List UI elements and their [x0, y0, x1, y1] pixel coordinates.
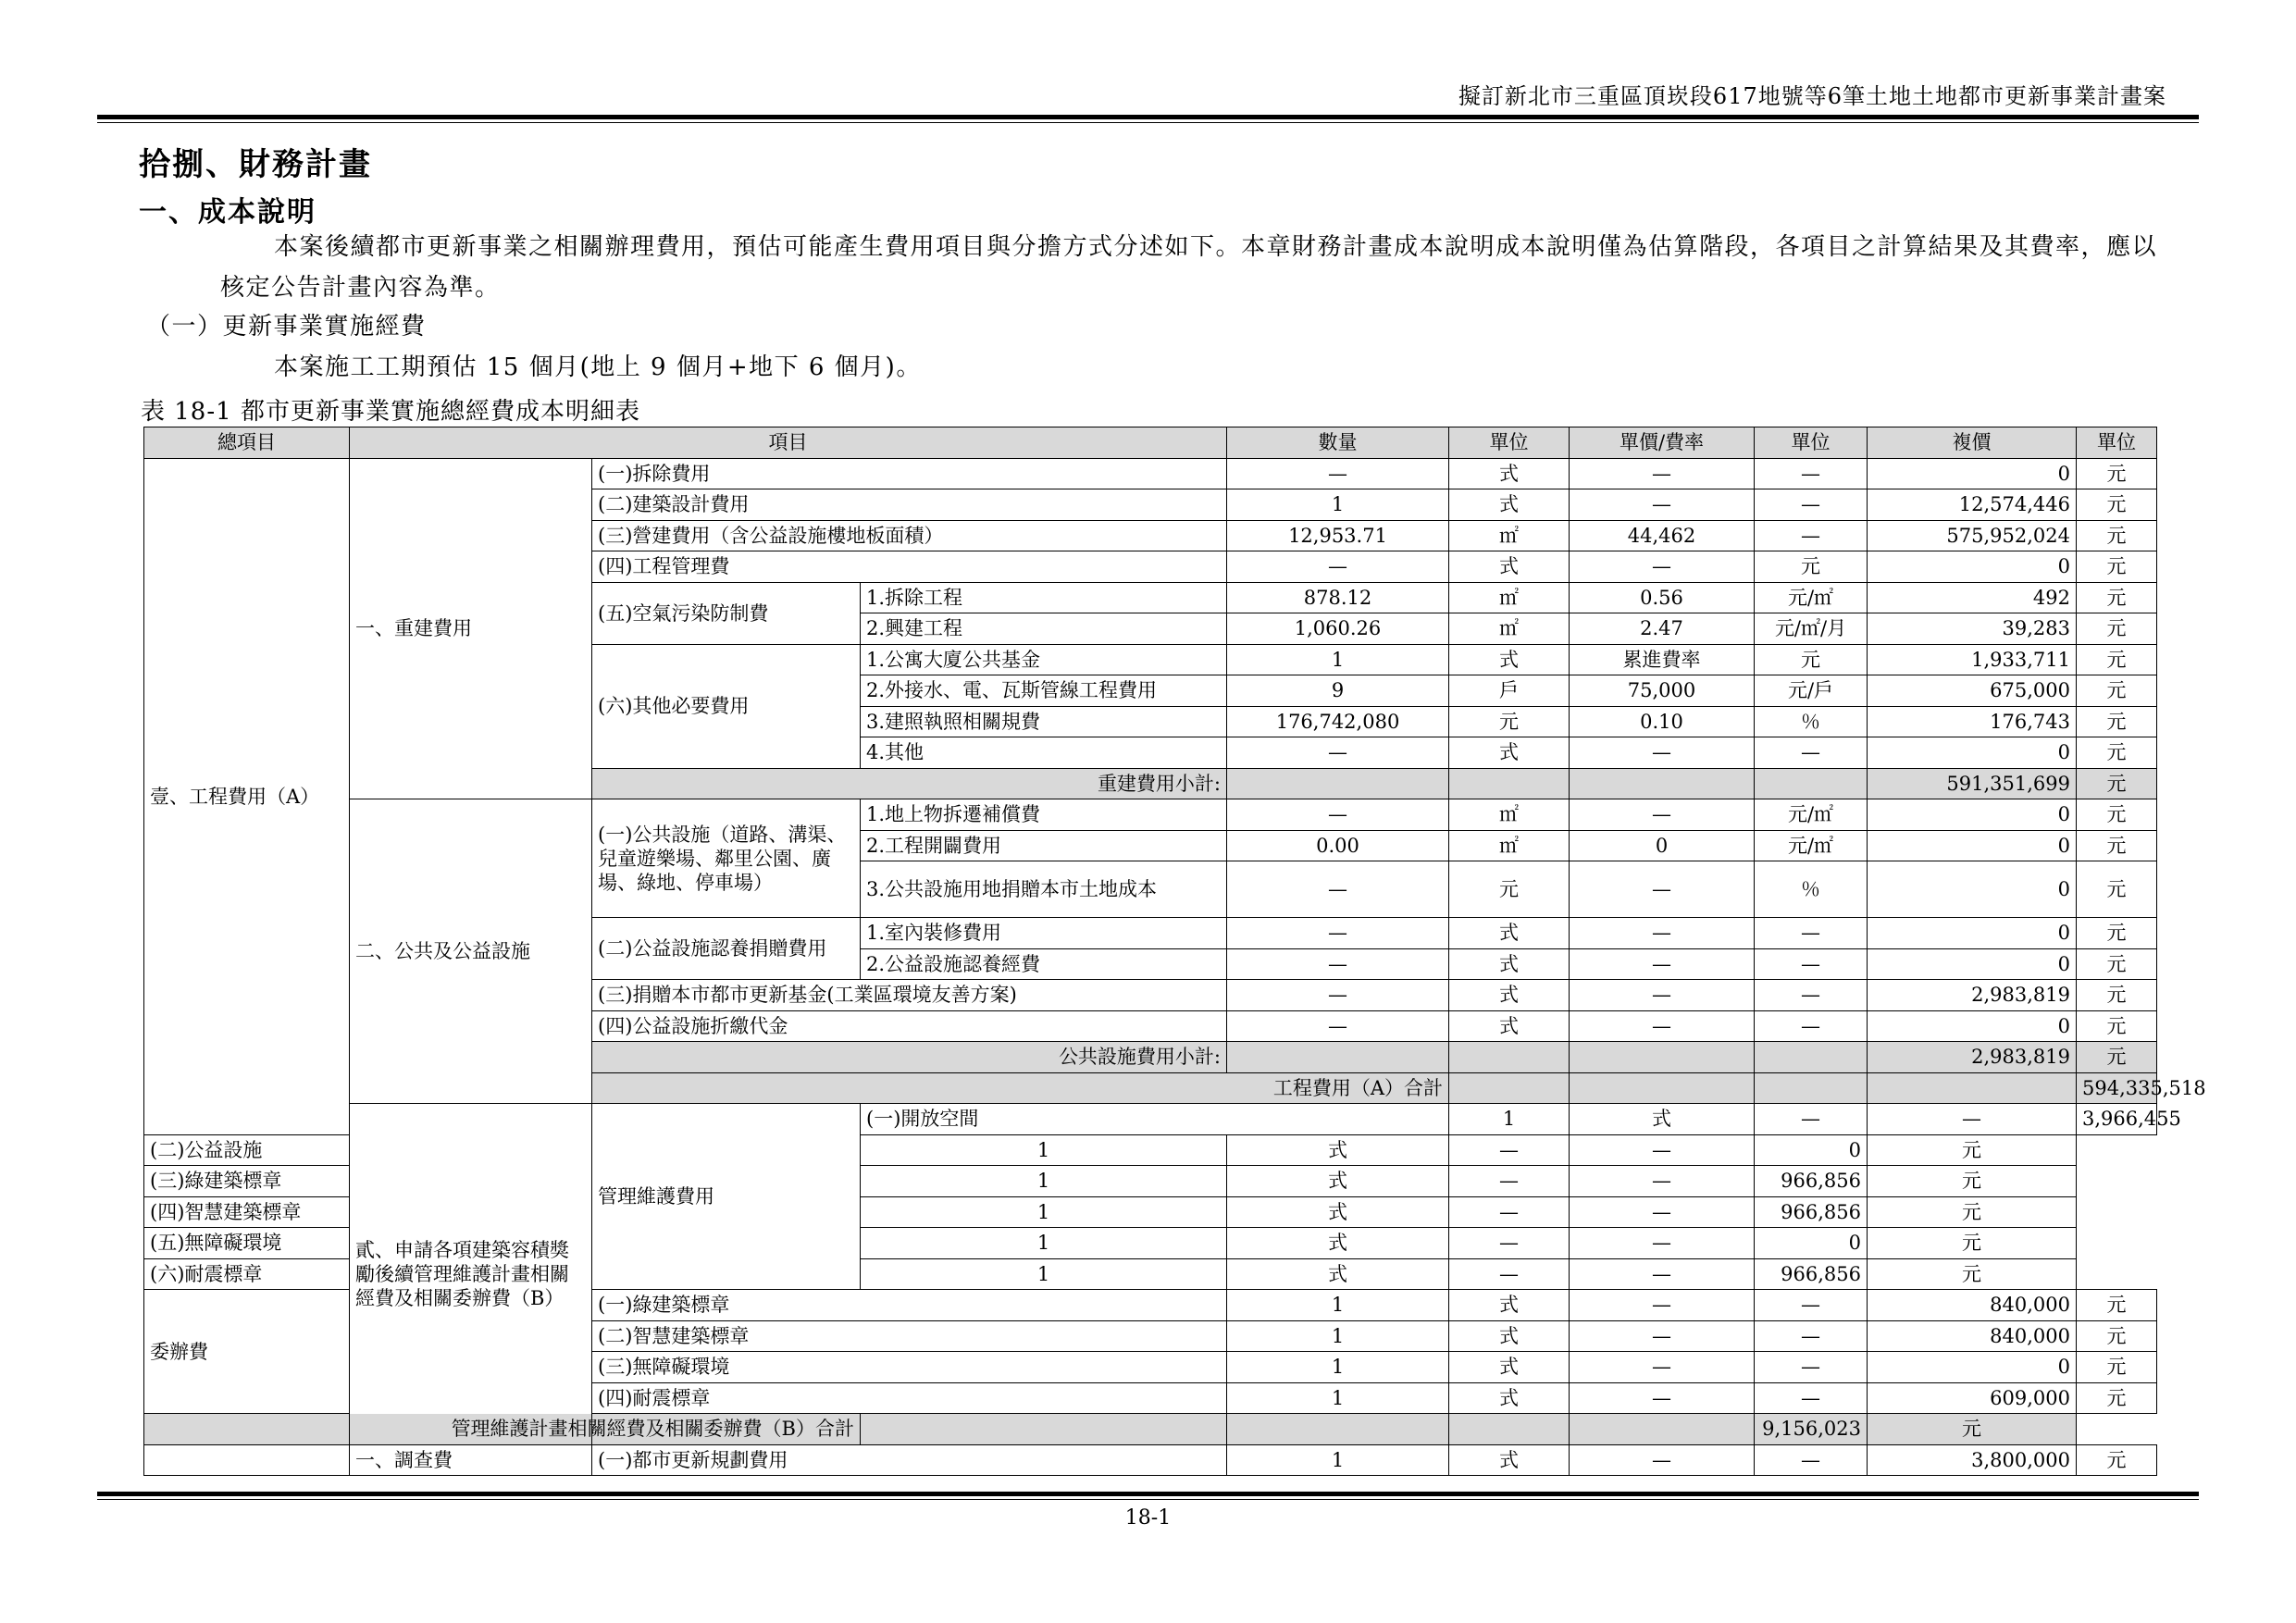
- qty-cell: 0.00: [1227, 830, 1449, 861]
- table-caption: 表 18-1 都市更新事業實施總經費成本明細表: [141, 398, 640, 426]
- price-unit-cell: ％: [1755, 706, 1868, 737]
- price-cell: —: [1755, 1104, 1868, 1135]
- table-row: [144, 1104, 2157, 1135]
- total-cell: 3,800,000: [1868, 1444, 2077, 1476]
- item-cell: (四)工程管理費: [592, 551, 1227, 583]
- qty-cell: 1: [1227, 644, 1449, 675]
- total-cell: 492: [1868, 582, 2077, 613]
- price-unit-cell: —: [1570, 1166, 1755, 1197]
- unit-cell: 式: [1449, 1382, 1570, 1414]
- price-unit-cell: —: [1570, 1196, 1755, 1228]
- total-unit-cell: 元: [2077, 861, 2157, 918]
- empty-cell: [1449, 768, 1570, 799]
- footer-rule-thin: [97, 1499, 2199, 1500]
- total-cell: 840,000: [1868, 1290, 2077, 1321]
- price-unit-cell: —: [1755, 918, 1868, 949]
- total-cell: 966,856: [1755, 1258, 1868, 1290]
- unit-cell: 式: [1449, 1352, 1570, 1383]
- unit-cell: 式: [1449, 1320, 1570, 1352]
- price-cell: —: [1570, 799, 1755, 831]
- price-unit-cell: 元: [1755, 551, 1868, 583]
- unit-cell: 式: [1449, 489, 1570, 521]
- empty-cell: [861, 1414, 1227, 1445]
- total-unit-cell: 元: [1868, 1134, 2077, 1166]
- total-unit-cell: 元: [2077, 1290, 2157, 1321]
- item-cell: 2.興建工程: [861, 613, 1227, 645]
- header-cell: 項目: [350, 427, 1227, 459]
- total-label: 管理維護計畫相關經費及相關委辦費（B）合計: [144, 1414, 861, 1445]
- total-unit-cell: 元: [2077, 799, 2157, 831]
- header-cell: 單位: [2077, 427, 2157, 459]
- total-cell: 0: [1868, 551, 2077, 583]
- total-unit-cell: 元: [1868, 1228, 2077, 1259]
- unit-cell: ㎡: [1449, 830, 1570, 861]
- total-cell: 176,743: [1868, 706, 2077, 737]
- item-cell: (一)拆除費用: [592, 458, 1227, 489]
- price-cell: —: [1570, 458, 1755, 489]
- total-cell: 575,952,024: [1868, 520, 2077, 551]
- document-header-title: 擬訂新北市三重區頂崁段617地號等6筆土地土地都市更新事業計畫案: [1458, 83, 2166, 109]
- price-unit-cell: —: [1570, 1134, 1755, 1166]
- total-cell: 0: [1755, 1228, 1868, 1259]
- qty-cell: 9: [1227, 675, 1449, 707]
- unit-cell: 式: [1227, 1228, 1449, 1259]
- category-rebuild: 一、重建費用: [350, 458, 592, 799]
- empty-cell: [1755, 1072, 1868, 1104]
- price-cell: —: [1570, 980, 1755, 1011]
- total-unit-cell: 元: [2077, 1382, 2157, 1414]
- price-cell: 0.10: [1570, 706, 1755, 737]
- item-cell: (二)智慧建築標章: [592, 1320, 1227, 1352]
- price-cell: —: [1449, 1134, 1570, 1166]
- total-unit-cell: 元: [2077, 582, 2157, 613]
- qty-cell: 1,060.26: [1227, 613, 1449, 645]
- total-unit-cell: 元: [1868, 1414, 2077, 1445]
- total-label: 工程費用（A）合計: [592, 1072, 1449, 1104]
- cost-table: [143, 427, 2206, 1476]
- price-unit-cell: 元: [1755, 644, 1868, 675]
- unit-cell: 式: [1449, 458, 1570, 489]
- table-row: [144, 458, 2157, 489]
- price-cell: —: [1570, 861, 1755, 918]
- qty-cell: 878.12: [1227, 582, 1449, 613]
- unit-cell: 元: [1449, 861, 1570, 918]
- total-cell: 609,000: [1868, 1382, 2077, 1414]
- qty-cell: 12,953.71: [1227, 520, 1449, 551]
- price-unit-cell: —: [1570, 1258, 1755, 1290]
- price-unit-cell: —: [1755, 1352, 1868, 1383]
- empty-cell: [1227, 768, 1449, 799]
- total-cell: 0: [1868, 861, 2077, 918]
- group-a-label: 壹、工程費用（A）: [144, 458, 350, 1134]
- price-cell: —: [1570, 489, 1755, 521]
- price-cell: —: [1449, 1166, 1570, 1197]
- price-cell: —: [1570, 918, 1755, 949]
- qty-cell: 1: [861, 1228, 1227, 1259]
- price-cell: —: [1570, 551, 1755, 583]
- group-b-label: 貳、申請各項建築容積獎勵後續管理維護計畫相關經費及相關委辦費（B）: [350, 1104, 592, 1445]
- item-cell: 2.工程開闢費用: [861, 830, 1227, 861]
- header-cell: 單價/費率: [1570, 427, 1755, 459]
- header-rule-thin: [97, 122, 2199, 123]
- total-unit-cell: 元: [2077, 1320, 2157, 1352]
- total-unit-cell: 元: [2077, 1444, 2157, 1476]
- subtotal-value: 591,351,699: [1868, 768, 2077, 799]
- total-cell: 39,283: [1868, 613, 2077, 645]
- price-cell: —: [1570, 948, 1755, 980]
- subsection-title: （一）更新事業實施經費: [146, 313, 427, 341]
- item-cell: 1.拆除工程: [861, 582, 1227, 613]
- empty-cell: [1449, 1042, 1570, 1073]
- unit-cell: 式: [1449, 980, 1570, 1011]
- unit-cell: 戶: [1449, 675, 1570, 707]
- qty-cell: 1: [1227, 1444, 1449, 1476]
- total-unit-cell: 元: [1868, 1196, 2077, 1228]
- header-cell: 數量: [1227, 427, 1449, 459]
- total-unit-cell: 元: [2077, 980, 2157, 1011]
- category-public: 二、公共及公益設施: [350, 799, 592, 1104]
- qty-cell: —: [1227, 737, 1449, 769]
- price-unit-cell: —: [1570, 1228, 1755, 1259]
- price-unit-cell: 元/㎡/月: [1755, 613, 1868, 645]
- price-unit-cell: —: [1755, 1382, 1868, 1414]
- item-cell: (二)公益設施: [144, 1134, 592, 1166]
- category-maintenance: 管理維護費用: [592, 1104, 861, 1290]
- total-unit-cell: 元: [2077, 1352, 2157, 1383]
- price-unit-cell: —: [1755, 948, 1868, 980]
- unit-cell: 式: [1449, 737, 1570, 769]
- subcategory-public-welfare: (二)公益設施認養捐贈費用: [592, 918, 861, 980]
- total-unit-cell: 元: [2077, 768, 2157, 799]
- item-cell: 2.公益設施認養經費: [861, 948, 1227, 980]
- unit-cell: 式: [1227, 1196, 1449, 1228]
- total-cell: 0: [1868, 1352, 2077, 1383]
- qty-cell: 1: [861, 1166, 1227, 1197]
- empty-cell: [1449, 1414, 1570, 1445]
- total-cell: 3,966,455: [2077, 1104, 2157, 1135]
- unit-cell: 式: [1570, 1104, 1755, 1135]
- total-cell: 0: [1868, 918, 2077, 949]
- qty-cell: 1: [861, 1134, 1227, 1166]
- total-unit-cell: 元: [2077, 830, 2157, 861]
- item-cell: 1.室內裝修費用: [861, 918, 1227, 949]
- price-unit-cell: —: [1868, 1104, 2077, 1135]
- item-cell: (一)都市更新規劃費用: [592, 1444, 1227, 1476]
- price-unit-cell: —: [1755, 489, 1868, 521]
- qty-cell: 1: [861, 1258, 1227, 1290]
- price-unit-cell: —: [1755, 1010, 1868, 1042]
- item-cell: 3.建照執照相關規費: [861, 706, 1227, 737]
- unit-cell: ㎡: [1449, 582, 1570, 613]
- total-unit-cell: 元: [2077, 489, 2157, 521]
- price-cell: —: [1449, 1228, 1570, 1259]
- item-cell: 1.地上物拆遷補償費: [861, 799, 1227, 831]
- empty-cell: [1570, 768, 1755, 799]
- qty-cell: —: [1227, 458, 1449, 489]
- total-cell: 966,856: [1755, 1166, 1868, 1197]
- total-cell: 966,856: [1755, 1196, 1868, 1228]
- page-number: 18-1: [1124, 1506, 1172, 1530]
- price-cell: —: [1570, 1290, 1755, 1321]
- price-cell: 累進費率: [1570, 644, 1755, 675]
- price-cell: —: [1570, 1444, 1755, 1476]
- item-cell: 4.其他: [861, 737, 1227, 769]
- unit-cell: ㎡: [1449, 799, 1570, 831]
- qty-cell: 1: [1449, 1104, 1570, 1135]
- price-cell: 75,000: [1570, 675, 1755, 707]
- price-cell: —: [1570, 1010, 1755, 1042]
- price-cell: —: [1570, 737, 1755, 769]
- qty-cell: 1: [1227, 1290, 1449, 1321]
- empty-cell: [1570, 1072, 1755, 1104]
- price-unit-cell: —: [1755, 1444, 1868, 1476]
- total-unit-cell: 元: [2077, 737, 2157, 769]
- price-unit-cell: —: [1755, 1290, 1868, 1321]
- price-unit-cell: —: [1755, 458, 1868, 489]
- total-unit-cell: 元: [2077, 613, 2157, 645]
- price-unit-cell: —: [1755, 520, 1868, 551]
- item-cell: 2.外接水、電、瓦斯管線工程費用: [861, 675, 1227, 707]
- total-cell: 0: [1868, 458, 2077, 489]
- empty-cell: [1449, 1072, 1570, 1104]
- price-cell: —: [1449, 1258, 1570, 1290]
- unit-cell: 式: [1227, 1166, 1449, 1197]
- total-cell: 2,983,819: [1868, 980, 2077, 1011]
- total-unit-cell: 元: [2077, 706, 2157, 737]
- empty-cell: [1227, 1414, 1449, 1445]
- item-cell: (四)耐震標章: [592, 1382, 1227, 1414]
- total-unit-cell: 元: [1868, 1166, 2077, 1197]
- total-cell: 675,000: [1868, 675, 2077, 707]
- total-unit-cell: 元: [2077, 675, 2157, 707]
- table-row: [144, 1444, 2157, 1476]
- price-cell: 2.47: [1570, 613, 1755, 645]
- chapter-title: 拾捌、財務計畫: [139, 146, 372, 183]
- unit-cell: 式: [1449, 551, 1570, 583]
- total-unit-cell: 元: [2077, 458, 2157, 489]
- total-unit-cell: 元: [2077, 551, 2157, 583]
- total-cell: 0: [1868, 830, 2077, 861]
- category-survey: 一、調查費: [350, 1444, 592, 1476]
- subtotal-label: 公共設施費用小計:: [592, 1042, 1227, 1073]
- empty-cell: [1868, 1072, 2077, 1104]
- qty-cell: —: [1227, 918, 1449, 949]
- unit-cell: 式: [1449, 948, 1570, 980]
- unit-cell: ㎡: [1449, 613, 1570, 645]
- total-unit-cell: 元: [2077, 918, 2157, 949]
- price-unit-cell: ％: [1755, 861, 1868, 918]
- construction-period-text: 本案施工工期預估 15 個月(地上 9 個月+地下 6 個月)。: [274, 353, 922, 381]
- intro-paragraph: 本案後續都市更新事業之相關辦理費用，預估可能產生費用項目與分擔方式分述如下。本章財務計畫成本說明成本說明僅為估算階段，各項目之計算結果及其費率，應以核定公告計畫內容為準。: [220, 233, 2158, 302]
- header-cell: 複價: [1868, 427, 2077, 459]
- total-unit-cell: 元: [1868, 1258, 2077, 1290]
- item-cell: (四)公益設施折繳代金: [592, 1010, 1227, 1042]
- table-header-row: [144, 427, 2157, 459]
- price-unit-cell: —: [1755, 737, 1868, 769]
- empty-cell: [1570, 1042, 1755, 1073]
- item-cell: (三)綠建築標章: [144, 1166, 592, 1197]
- table-row: [144, 1134, 2157, 1166]
- empty-cell: [144, 1444, 350, 1476]
- category-commission: 委辦費: [144, 1290, 350, 1414]
- item-cell: (二)建築設計費用: [592, 489, 1227, 521]
- item-cell: (三)捐贈本市都市更新基金(工業區環境友善方案): [592, 980, 1227, 1011]
- total-cell: 840,000: [1868, 1320, 2077, 1352]
- item-cell: (五)無障礙環境: [144, 1228, 592, 1259]
- price-unit-cell: 元/㎡: [1755, 582, 1868, 613]
- unit-cell: 式: [1449, 1444, 1570, 1476]
- qty-cell: —: [1227, 861, 1449, 918]
- total-cell: 0: [1868, 948, 2077, 980]
- unit-cell: 式: [1227, 1258, 1449, 1290]
- table-row: [144, 1166, 2157, 1197]
- item-cell: 3.公共設施用地捐贈本市土地成本: [861, 861, 1227, 918]
- total-unit-cell: 元: [2077, 644, 2157, 675]
- price-cell: 0: [1570, 830, 1755, 861]
- subcategory-air-pollution: (五)空氣污染防制費: [592, 582, 861, 644]
- price-cell: 44,462: [1570, 520, 1755, 551]
- qty-cell: —: [1227, 799, 1449, 831]
- subcategory-public-facilities: (一)公共設施（道路、溝渠、兒童遊樂場、鄰里公園、廣場、綠地、停車場）: [592, 799, 861, 918]
- total-unit-cell: 元: [2077, 1042, 2157, 1073]
- subtotal-label: 重建費用小計:: [592, 768, 1227, 799]
- price-unit-cell: —: [1755, 980, 1868, 1011]
- empty-cell: [1755, 768, 1868, 799]
- qty-cell: —: [1227, 551, 1449, 583]
- price-cell: —: [1570, 1352, 1755, 1383]
- qty-cell: —: [1227, 980, 1449, 1011]
- price-cell: 0.56: [1570, 582, 1755, 613]
- qty-cell: 1: [1227, 489, 1449, 521]
- item-cell: (一)綠建築標章: [592, 1290, 1227, 1321]
- price-cell: —: [1570, 1382, 1755, 1414]
- unit-cell: 式: [1449, 1010, 1570, 1042]
- total-unit-cell: 元: [2077, 1010, 2157, 1042]
- unit-cell: 式: [1449, 918, 1570, 949]
- item-cell: (三)無障礙環境: [592, 1352, 1227, 1383]
- total-cell: 1,933,711: [1868, 644, 2077, 675]
- qty-cell: 1: [1227, 1382, 1449, 1414]
- qty-cell: 1: [1227, 1320, 1449, 1352]
- item-cell: (一)開放空間: [861, 1104, 1449, 1135]
- qty-cell: 1: [861, 1196, 1227, 1228]
- total-value: 594,335,518: [2077, 1072, 2157, 1104]
- price-unit-cell: —: [1755, 1320, 1868, 1352]
- footer-rule: [97, 1492, 2199, 1496]
- section-title: 一、成本說明: [139, 196, 316, 229]
- price-cell: —: [1449, 1196, 1570, 1228]
- total-unit-cell: 元: [2077, 520, 2157, 551]
- total-cell: 0: [1755, 1134, 1868, 1166]
- price-unit-cell: 元/戶: [1755, 675, 1868, 707]
- item-cell: (三)營建費用（含公益設施樓地板面積）: [592, 520, 1227, 551]
- table-row: [144, 799, 2157, 831]
- header-cell: 單位: [1449, 427, 1570, 459]
- item-cell: 1.公寓大廈公共基金: [861, 644, 1227, 675]
- price-cell: —: [1570, 1320, 1755, 1352]
- item-cell: (六)耐震標章: [144, 1258, 592, 1290]
- price-unit-cell: 元/㎡: [1755, 830, 1868, 861]
- total-cell: 0: [1868, 799, 2077, 831]
- item-cell: (四)智慧建築標章: [144, 1196, 592, 1228]
- empty-cell: [1570, 1414, 1755, 1445]
- unit-cell: 式: [1227, 1134, 1449, 1166]
- total-cell: 12,574,446: [1868, 489, 2077, 521]
- price-unit-cell: 元/㎡: [1755, 799, 1868, 831]
- total-value: 9,156,023: [1755, 1414, 1868, 1445]
- header-cell: 總項目: [144, 427, 350, 459]
- subtotal-value: 2,983,819: [1868, 1042, 2077, 1073]
- total-unit-cell: 元: [2077, 948, 2157, 980]
- total-row: [144, 1414, 2157, 1445]
- subcategory-other: (六)其他必要費用: [592, 644, 861, 768]
- qty-cell: 1: [1227, 1352, 1449, 1383]
- empty-cell: [1227, 1042, 1449, 1073]
- unit-cell: ㎡: [1449, 520, 1570, 551]
- unit-cell: 式: [1449, 1290, 1570, 1321]
- qty-cell: —: [1227, 948, 1449, 980]
- header-rule: [97, 115, 2199, 119]
- total-cell: 0: [1868, 737, 2077, 769]
- unit-cell: 元: [1449, 706, 1570, 737]
- header-cell: 單位: [1755, 427, 1868, 459]
- unit-cell: 式: [1449, 644, 1570, 675]
- qty-cell: 176,742,080: [1227, 706, 1449, 737]
- qty-cell: —: [1227, 1010, 1449, 1042]
- table-row: [144, 1196, 2157, 1228]
- total-cell: 0: [1868, 1010, 2077, 1042]
- empty-cell: [1755, 1042, 1868, 1073]
